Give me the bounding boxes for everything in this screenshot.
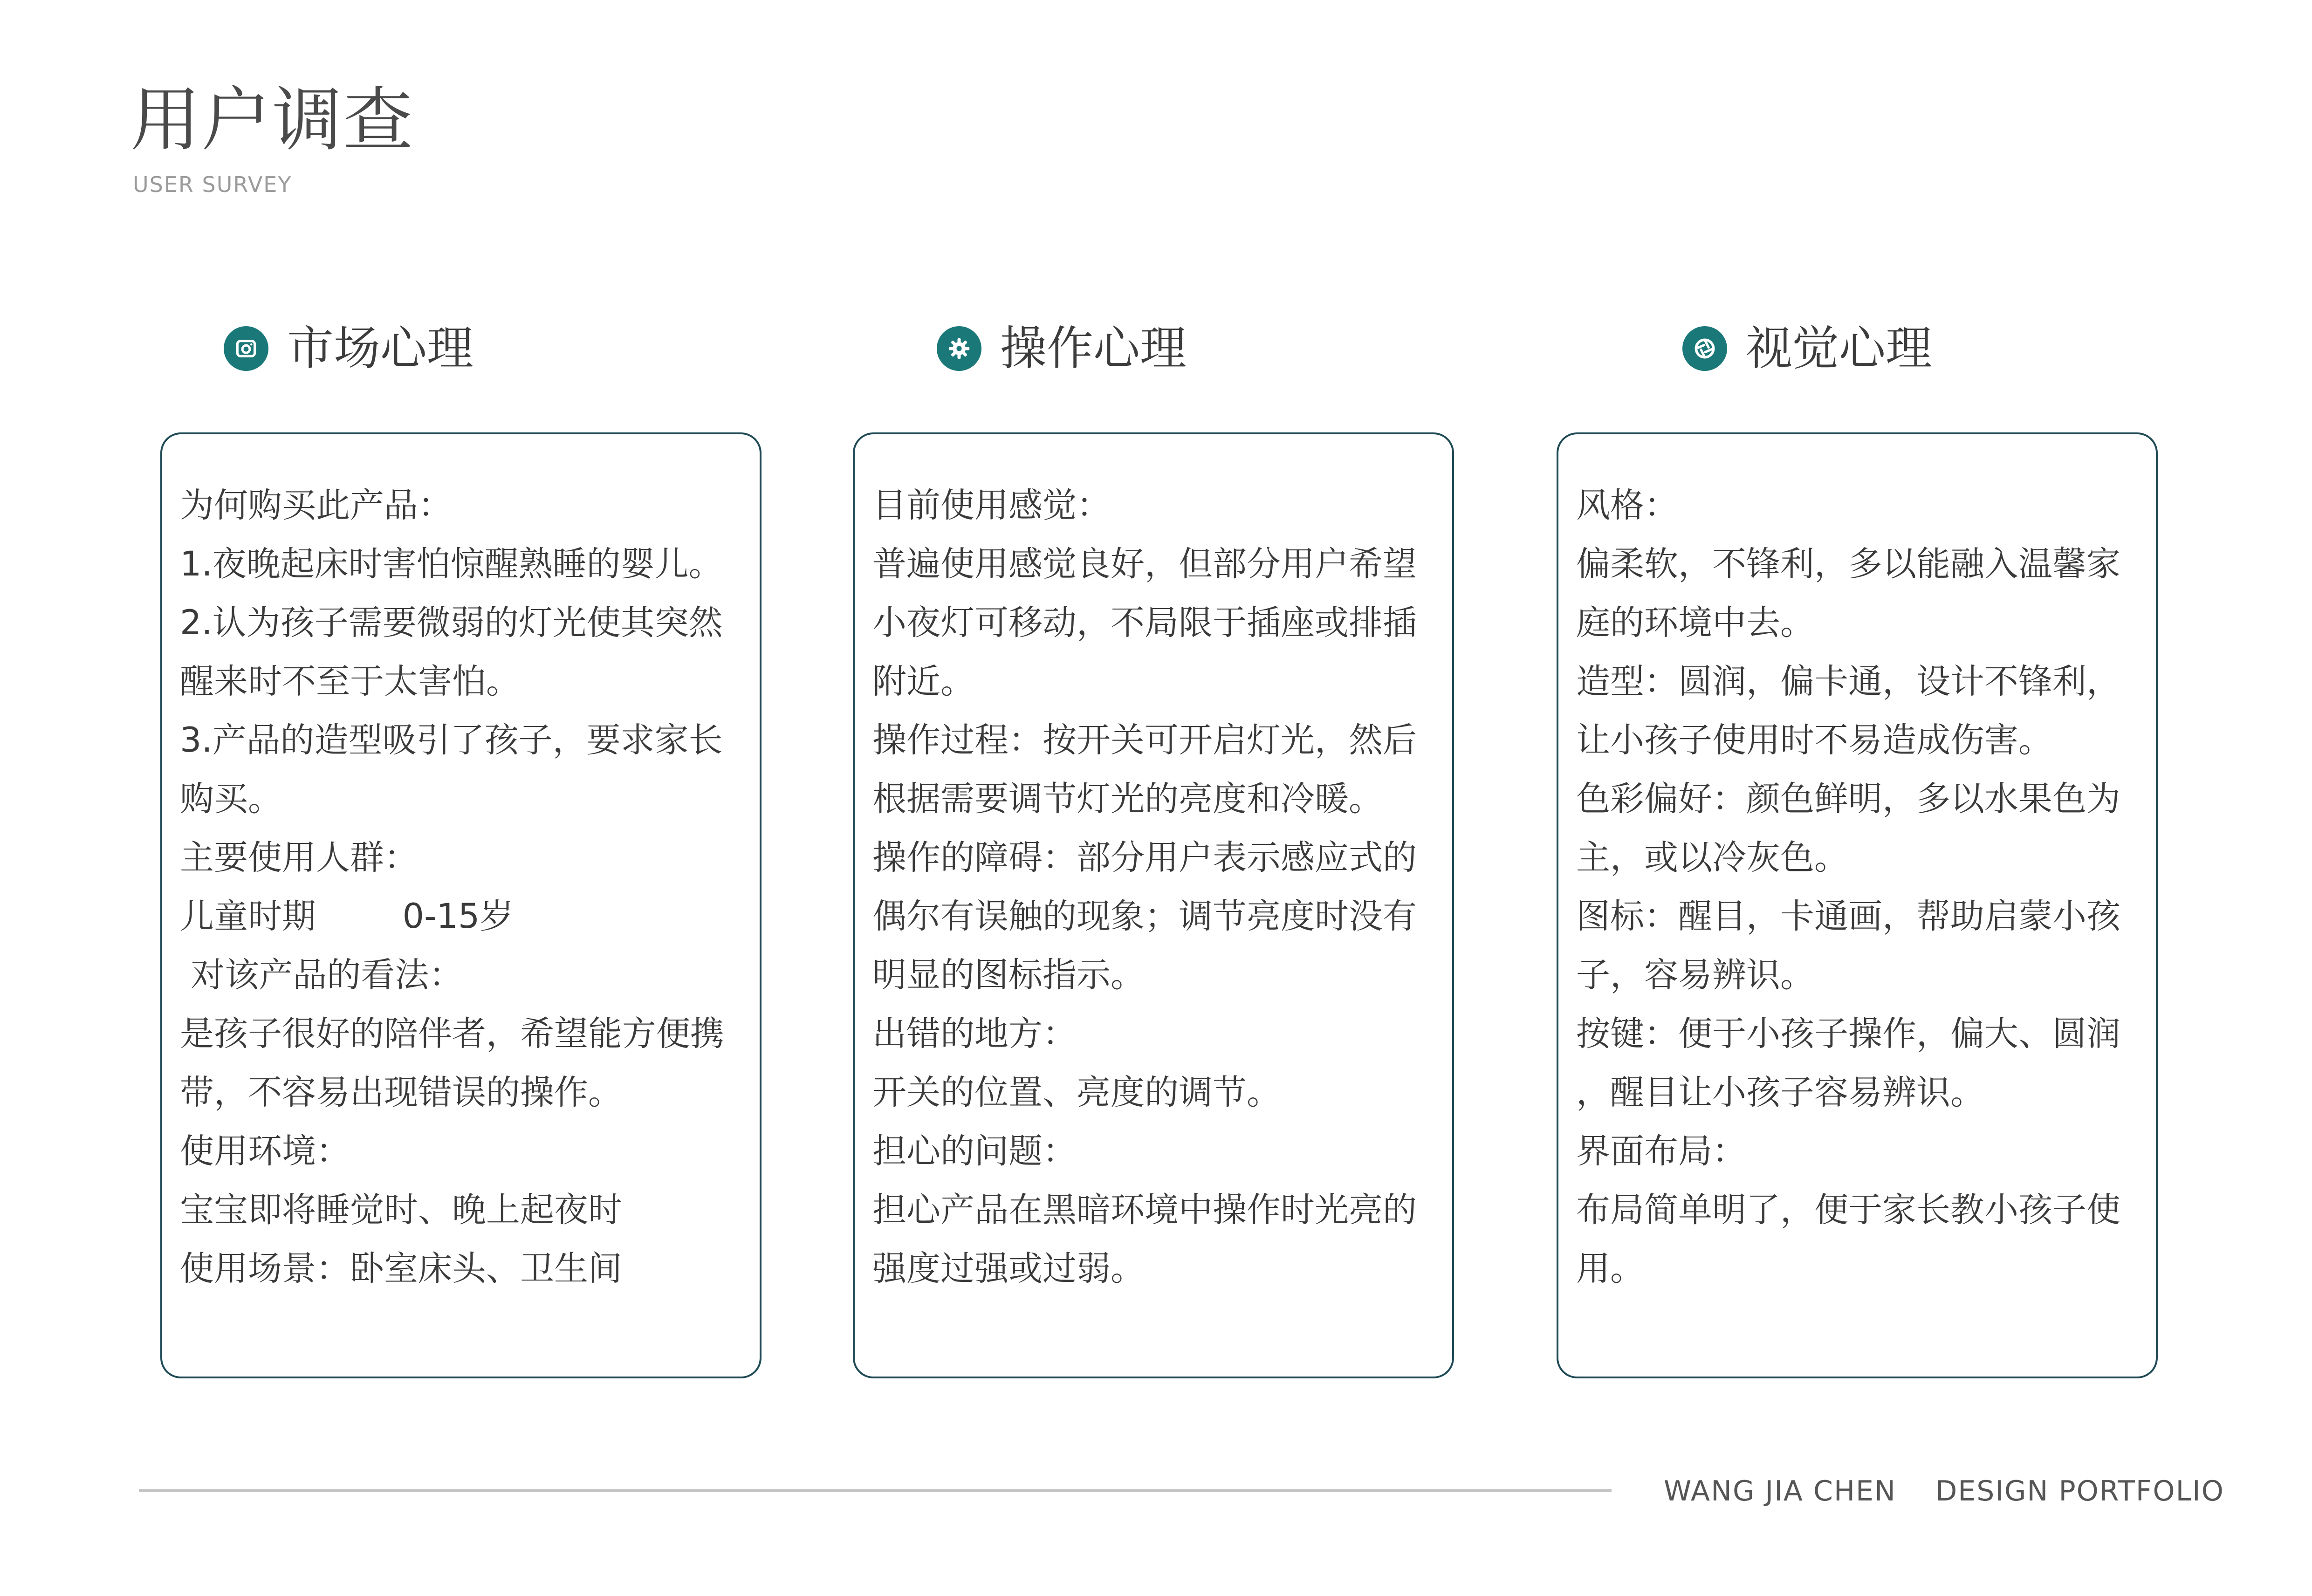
card-text-line: 担心产品在黑暗环境中操作时光亮的 [872,1190,1417,1230]
card-text-line: 造型：圆润，偏卡通，设计不锋利， [1576,662,2120,701]
section-title: 视觉心理 [1746,321,1932,376]
footer-credit: WANG JIA CHEN DESIGN PORTFOLIO [1664,1475,2224,1507]
camera-icon [224,326,268,371]
section-heading-operation [937,311,1187,386]
card-text-line: 界面布局： [1576,1131,1746,1171]
card-text-line: 对该产品的看法： [180,955,463,995]
card-text-line: 宝宝即将睡觉时、晚上起夜时 [180,1190,622,1230]
section-heading-market [224,311,473,386]
section-title: 操作心理 [1000,321,1187,376]
card-text-line: 使用场景：卧室床头、卫生间 [180,1249,622,1288]
card-text-line: 附近。 [872,662,974,701]
card-text-line: 强度过强或过弱。 [872,1249,1145,1288]
section-heading-visual [1682,311,1932,386]
card-text-line: 布局简单明了，便于家长教小孩子使 [1576,1190,2120,1230]
card-text-line: 小夜灯可移动，不局限于插座或排插 [872,603,1417,643]
card-text-line: 醒来时不至于太害怕。 [180,662,520,701]
card-text-line: 色彩偏好：颜色鲜明，多以水果色为 [1576,779,2120,819]
card-text-line: 操作的障碍：部分用户表示感应式的 [872,838,1417,877]
operation-psychology-card [853,432,1454,1378]
section-title: 市场心理 [287,321,473,376]
footer-divider [139,1489,1612,1492]
card-text-line: 图标：醒目，卡通画，帮助启蒙小孩 [1576,897,2120,936]
card-text-line: 为何购买此产品： [180,486,452,525]
card-text-line: 让小孩子使用时不易造成伤害。 [1576,720,2052,760]
card-text-line: 儿童时期 0-15岁 [180,897,514,936]
card-text-line: 主，或以冷灰色。 [1576,838,1848,877]
card-text-line: 使用环境： [180,1131,350,1171]
card-text-line: 是孩子很好的陪伴者，希望能方便携 [180,1014,724,1054]
card-text-line: 带，不容易出现错误的操作。 [180,1073,622,1112]
card-text-line: 偏柔软，不锋利，多以能融入温馨家 [1576,544,2120,584]
card-text-line: 主要使用人群： [180,838,418,877]
card-text-line: 子，容易辨识。 [1576,955,1814,995]
card-text-line: 开关的位置、亮度的调节。 [872,1073,1281,1112]
card-text-line: 担心的问题： [872,1131,1077,1171]
card-text-line: 3.产品的造型吸引了孩子，要求家长 [180,720,723,760]
card-text-line: ，醒目让小孩子容易辨识。 [1576,1073,1984,1112]
card-text-line: 按键：便于小孩子操作，偏大、圆润 [1576,1014,2120,1054]
aperture-icon [1682,326,1727,371]
card-text-line: 操作过程：按开关可开启灯光，然后 [872,720,1417,760]
card-text-line: 偶尔有误触的现象；调节亮度时没有 [872,897,1417,936]
card-text-line: 风格： [1576,486,1678,525]
page-title: 用户调查 [130,80,414,161]
card-text-line: 2.认为孩子需要微弱的灯光使其突然 [180,603,723,643]
card-text-line: 用。 [1576,1249,1644,1288]
page-subtitle: USER SURVEY [133,172,292,197]
visual-psychology-card [1557,432,2158,1378]
card-text-line: 普遍使用感觉良好，但部分用户希望 [872,544,1417,584]
card-text-line: 庭的环境中去。 [1576,603,1814,643]
card-text-line: 明显的图标指示。 [872,955,1145,995]
card-text-line: 1.夜晚起床时害怕惊醒熟睡的婴儿。 [180,544,723,584]
card-text-line: 目前使用感觉： [872,486,1111,525]
card-text-line: 根据需要调节灯光的亮度和冷暖。 [872,779,1383,819]
card-text-line: 购买。 [180,779,282,819]
gear-icon [937,326,981,371]
market-psychology-card [160,432,762,1378]
card-text-line: 出错的地方： [872,1014,1077,1054]
